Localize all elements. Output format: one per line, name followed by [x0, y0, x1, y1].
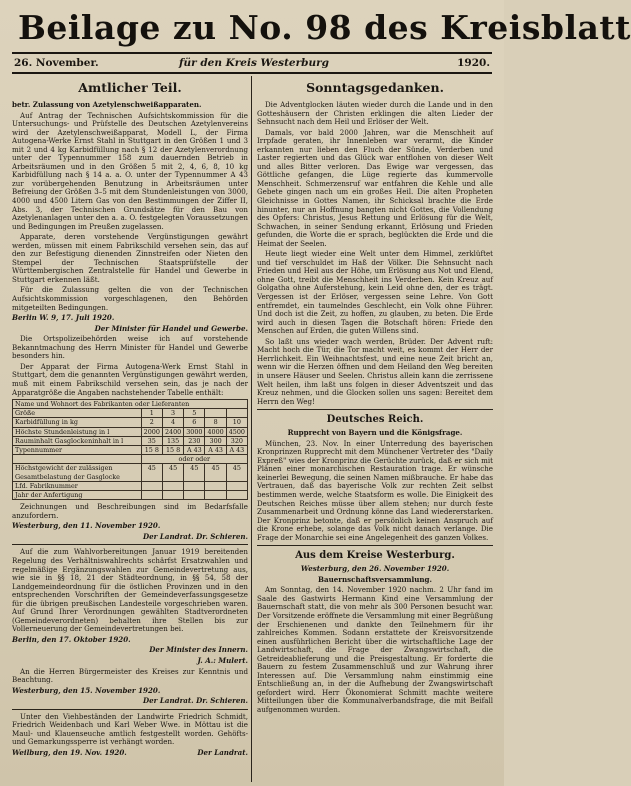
spec-cell: 135: [162, 436, 183, 445]
notice-dateline: Westerburg, den 11. November 1920.: [12, 521, 161, 531]
spec-cell: 6: [184, 418, 205, 427]
separator: [12, 709, 248, 710]
spec-cell: 3000: [184, 427, 205, 436]
notice-paragraph: Der Apparat der Firma Autogena-Werk Ernst Stahl in Stuttgart, dem die genannten Vergünstigungen gewährt werden, muß mit einem Fabrikschild versehen sein, das je nach der Apparatgröße die Angaben nachstehender Tabelle enthält:: [12, 361, 248, 397]
separator: [257, 409, 493, 410]
spec-cell: [205, 481, 226, 490]
notice-signature: Der Minister des Innern.: [149, 645, 248, 655]
spec-cell: 10: [226, 418, 247, 427]
spec-cell: 4: [162, 418, 183, 427]
notice-paragraph: Die Ortspolizeibehörden weise ich auf vorstehende Bekanntmachung des Herrn Minister für Handel und Gewerbe besonders hin.: [12, 334, 248, 361]
notice-paragraph: Auf Antrag der Technischen Aufsichtskommission für die Untersuchungs- und Prüfstelle des Deutschen Azetylenvereins wird der Azetylenschweißapparat, Modell L, der Firma Autogena-Werke Ernst Stahl in Stuttgart in den Größen 1 und 3 mit 2 und 4 kg Karbidfüllung nach § 12 der Azetylenverordnung unter der Typennummer 158 zum dauernden Betrieb in Arbeitsräumen und in den Größen 5 mit 2, 4, 6, 8, 10 kg Karbidfüllung nach § 14 a. a. O. unter der Typennummer A 43 zur vorübergehenden Benutzung in Arbeitsräumen unter Befreiung der Größen 3–5 mit dem Stundenleistungen von 3000, 4000 und 4500 Litern Gas von den Bestimmungen der Ziffer II, Abs. 3, der Technischen Grundsätze für den Bau von Azetylenanlagen unter den a. a. O. festgelegten Voraussetzungen und Bedingungen im Preußen zugelassen.: [12, 110, 248, 231]
spec-cell: A 43: [226, 446, 247, 455]
masthead-title: Beilage zu No. 98 des Kreisblatt: [18, 8, 631, 47]
notice-signature: Der Landrat. Dr. Schieren.: [143, 531, 248, 541]
spec-cell: 320: [226, 436, 247, 445]
notice-paragraph: Unter den Viehbeständen der Landwirte Friedrich Schmidt, Friedrich Weidenbach und Karl Weber Wwe. in Möttau ist die Maul- und Klauenseuche amtlich festgestellt worden. Gehöfts- und Gemarkungssperre ist verhängt worden.: [12, 711, 248, 747]
article-paragraph: München, 23. Nov. In einer Unterredung des bayerischen Kronprinzen Rupprecht mit dem Münchener Vertreter des "Daily Expreß" wies der Kronprinz die Gerüchte zurück, daß er sich mit Plänen einer monarchischen Restauration trage. Er wünsche keinerlei Bewegung, die seinen Namen mißbrauche. Er habe das Vertrauen, daß das bayerische Volk zur rechten Zeit selbst bestimmen werde, welche Staatsform es wolle. Die Einigkeit des Deutschen Reiches müsse über allem stehen; nur durch feste Zusammenarbeit und Ordnung könne das Land wiedererstarken. Der Kronprinz betonte, daß er persönlich keinen Anspruch auf die Krone erhebe, solange das Volk nicht danach verlange. Die Frage der Monarchie sei eine Angelegenheit des ganzen Volkes.: [257, 438, 493, 542]
spec-table-row: [13, 427, 248, 436]
issue-region: für den Kreis Westerburg: [179, 57, 329, 69]
left-column: [12, 78, 248, 782]
spec-cell: [184, 481, 205, 490]
spec-cell: 4500: [226, 427, 247, 436]
spec-table-header: Name und Wohnort des Fabrikanten oder Lieferanten: [13, 400, 248, 409]
spec-row-label: Typennummer: [13, 446, 142, 455]
notice-signature: Der Landrat. Dr. Schieren.: [143, 696, 248, 706]
spec-cell: 15 8: [162, 446, 183, 455]
article-paragraph: Damals, vor bald 2000 Jahren, war die Menschheit auf Irrpfade geraten, ihr Innenleben war verarmt, die Kinder erkannten nur lieben den Fluch der Sünde, Verderben und Laster regierten und das Glück war entflohen von dieser Welt und alles Bitter verloren. Das Ewige war vergessen, das Göttliche gefangen, die Lüge regierte das kummervolle Menschheit. Schmerzensruf war entfahren die Kehle und alle Gebete gingen nach um ein großes Heil. Die alten Propheten Gleichnisse in Gottes Namen, ihr Schicksal brachte die Erde hinunter, nur an Hoffnung bangten nicht Gottes, die Vollendung des Opfers: Christus, Jesus Rettung und Erlösung für die Welt, Schwachen, in seiner Sendung erkannt, Erlösung und Frieden gefunden, die Worte die er sprach, beglückten die Erde und die Heimat der Seelen.: [257, 127, 493, 248]
spec-cell: 4000: [205, 427, 226, 436]
spec-cell: [226, 491, 247, 500]
spec-row-label: Karbidfüllung in kg: [13, 418, 142, 427]
spec-cell: 45: [205, 464, 226, 481]
spec-row-label: Lfd. Fabriknummer: [13, 481, 142, 490]
article-paragraph: Die Adventglocken läuten wieder durch die Lande und in den Gotteshäusern der Christen erklingen die alten Lieder der Sehnsucht nach dem Heil und Erlöser der Welt.: [257, 100, 493, 127]
notice-signature: Der Landrat.: [197, 747, 248, 757]
notice-paragraph: Auf die zum Wahlvorbereitungen Januar 1919 bereitenden Regelung des Verhältniswahlrechts schärfst Ersatzwahlen und regelmäßige Ergänzungswahlen zur Gemeindevertretung aus, wie sie in §§ 18, 21 der Städteordnung, in §§ 54, 58 der Landgemeindeordnung für die östlichen Provinzen und in den entsprechenden Vorschriften der Gemeindeverfassungsgesetze für die übrigen preußischen Landesteile vorgeschrieben waren. Auf Grund Ihrer Verordnungen gewählten Stadtverordneten (Gemeindeverordneten) behalten ihre Stellen bis zur Vollerneuerung der Gemeindevertretungen bei.: [12, 547, 248, 634]
notice-dateline: Berlin W. 9, 17. Juli 1920.: [12, 313, 115, 323]
spec-cell: [226, 409, 247, 418]
spec-row-label: Rauminhalt Gasglockeninhalt in l: [13, 436, 142, 445]
spec-cell: 2000: [141, 427, 162, 436]
spec-row-label: Höchste Stundenleistung in l: [13, 427, 142, 436]
section-heading-sunday: Sonntagsgedanken.: [306, 80, 444, 95]
spec-cell-note: oder oder: [141, 455, 247, 464]
spec-cell: [205, 491, 226, 500]
spec-cell: 230: [184, 436, 205, 445]
section-heading-reich: Deutsches Reich.: [326, 414, 424, 426]
spec-cell: 45: [226, 464, 247, 481]
notice-dateline: Weilburg, den 19. Nov. 1920.: [12, 747, 127, 757]
spec-cell: 15 8: [141, 446, 162, 455]
notice-signature: J. A.: Mulert.: [197, 656, 248, 666]
spec-table-row: [13, 436, 248, 445]
right-column: [257, 78, 493, 782]
spec-row-label: Höchstgewicht der zulässigen Gesamtbelastung der Gasglocke: [13, 464, 142, 481]
spec-cell: 35: [141, 436, 162, 445]
article-paragraph: So laßt uns wieder wach werden, Brüder. Der Advent ruft: Macht hoch die Tür, die Tor macht weit, es kommt der Herr der Herrlichkeit. Ein Weihnachtsfest, und eine neue Zeit bricht an, wenn wir die Herzen öffnen und dem Heiland den Weg bereiten in unsere Häuser und Seelen. Christus allein kann die zerrissene Welt heilen, ihm laßt uns folgen in dieser Adventszeit und das Kreuz nehmen, und die Glocken sollen uns sagen: Bereitet dem Herrn den Weg!: [257, 336, 493, 406]
section-heading-official: Amtlicher Teil.: [78, 80, 182, 95]
spec-table-row: [13, 481, 248, 490]
issue-year: 1920.: [457, 57, 490, 69]
spec-row-label: Größe: [13, 409, 142, 418]
article-title: Rupprecht von Bayern und die Königsfrage.: [287, 428, 463, 438]
spec-table-row: [13, 446, 248, 455]
masthead-rule: [12, 52, 492, 54]
article-paragraph: Am Sonntag, den 14. November 1920 nachm. 2 Uhr fand im Saale des Gastwirts Hermann Kind eine Versammlung der Bauernschaft statt, die von mehr als 300 Personen besucht war. Der Vorsitzende eröffnete die Versammlung mit einer Begrüßung der Erschienenen und dankte den Teilnehmern für ihr zahlreiches Kommen. Sodann erstattete der Kreisvorsitzende einen ausführlichen Bericht über die wirtschaftliche Lage der Landwirtschaft, die Frage der Zwangswirtschaft, die Getreideablieferung und die Preisgestaltung. Er forderte die Bauern zu festem Zusammenschluß und zur Wahrung ihrer Interessen auf. Die Versammlung nahm einstimmig eine Entschließung an, in der die Aufhebung der Zwangswirtschaft gefordert wird. Herr Ökonomierat Schmitt machte weitere Mitteilungen über die Kommunalverbandsfrage, die mit Beifall aufgenommen wurden.: [257, 585, 493, 714]
spec-table-row: [13, 491, 248, 500]
article-dateline: Westerburg, den 26. November 1920.: [300, 564, 450, 574]
spec-cell: A 43: [205, 446, 226, 455]
spec-cell: [226, 481, 247, 490]
article-title: Bauernschaftsversammlung.: [318, 574, 432, 584]
spec-table-row: [13, 455, 248, 464]
spec-cell: 5: [184, 409, 205, 418]
issue-date: 26. November.: [14, 57, 99, 69]
spec-cell: [162, 481, 183, 490]
spec-cell: 8: [205, 418, 226, 427]
spec-row-label: Jahr der Anfertigung: [13, 491, 142, 500]
spec-cell: [141, 491, 162, 500]
spec-cell: 3: [162, 409, 183, 418]
spec-row-label: [13, 455, 142, 464]
dateline: [14, 56, 490, 70]
spec-cell: [162, 491, 183, 500]
spec-cell: [184, 491, 205, 500]
spec-table: [12, 399, 248, 500]
notice-paragraph: Apparate, deren vorstehende Vergünstigungen gewährt werden, müssen mit einem Fabrikschild versehen sein, das auf den zur Befestigung dienenden Zinnstreifen oder Nieten den Stempel der Technischen Staatsprüfstelle der Württembergischen Zentralstelle für Handel und Gewerbe in Stuttgart erkennen läßt.: [12, 232, 248, 284]
spec-cell: A 43: [184, 446, 205, 455]
notice-signature: Der Minister für Handel und Gewerbe.: [94, 323, 248, 333]
spec-cell: 45: [162, 464, 183, 481]
column-separator: [251, 76, 252, 782]
notice-dateline: Berlin, den 17. Oktober 1920.: [12, 634, 131, 644]
spec-table-row: [13, 418, 248, 427]
notice-paragraph: An die Herren Bürgermeister des Kreises zur Kenntnis und Beachtung.: [12, 666, 248, 685]
spec-cell: 45: [141, 464, 162, 481]
spec-cell: [205, 409, 226, 418]
notice-paragraph: Für die Zulassung gelten die von der Technischen Aufsichtskommission vorgeschlagenen, den Behörden mitgeteilten Bedingungen.: [12, 285, 248, 312]
spec-table-row: [13, 409, 248, 418]
spec-cell: 300: [205, 436, 226, 445]
spec-cell: 2: [141, 418, 162, 427]
notice-dateline: Westerburg, den 15. November 1920.: [12, 685, 161, 695]
dateline-rule: [12, 72, 492, 74]
separator: [12, 544, 248, 545]
section-heading-kreis: Aus dem Kreise Westerburg.: [295, 550, 455, 562]
notice-title: betr. Zulassung von Azetylenschweißapparaten.: [12, 100, 202, 109]
notice-paragraph: Zeichnungen und Beschreibungen sind im Bedarfsfalle anzufordern.: [12, 502, 248, 520]
separator: [257, 545, 493, 546]
spec-cell: 2400: [162, 427, 183, 436]
spec-table-row: [13, 464, 248, 481]
spec-cell: 1: [141, 409, 162, 418]
spec-cell: [141, 481, 162, 490]
article-paragraph: Heute liegt wieder eine Welt unter dem Himmel, zerklüftet und tief verschuldet im Haß der Völker. Die Sehnsucht nach Frieden und Heil aus der Höhe, um Erlösung aus Not und Elend, ohne Gott, treibt die Menschheit ins Verderben. Kein Kreuz auf Golgatha ohne Auferstehung, kein Leid ohne den, der es trägt. Vergessen ist der Erlöser, vergessen seine Lehre. Von Gott entfremdet, ein taumelndes Geschlecht, ein Volk ohne Führer. Und doch ist die Zeit, zu hoffen, zu glauben, zu beten. Die Erde wird auch in diesen Tagen die Botschaft hören: Friede den Menschen auf Erden, die guten Willens sind.: [257, 249, 493, 336]
spec-cell: 45: [184, 464, 205, 481]
